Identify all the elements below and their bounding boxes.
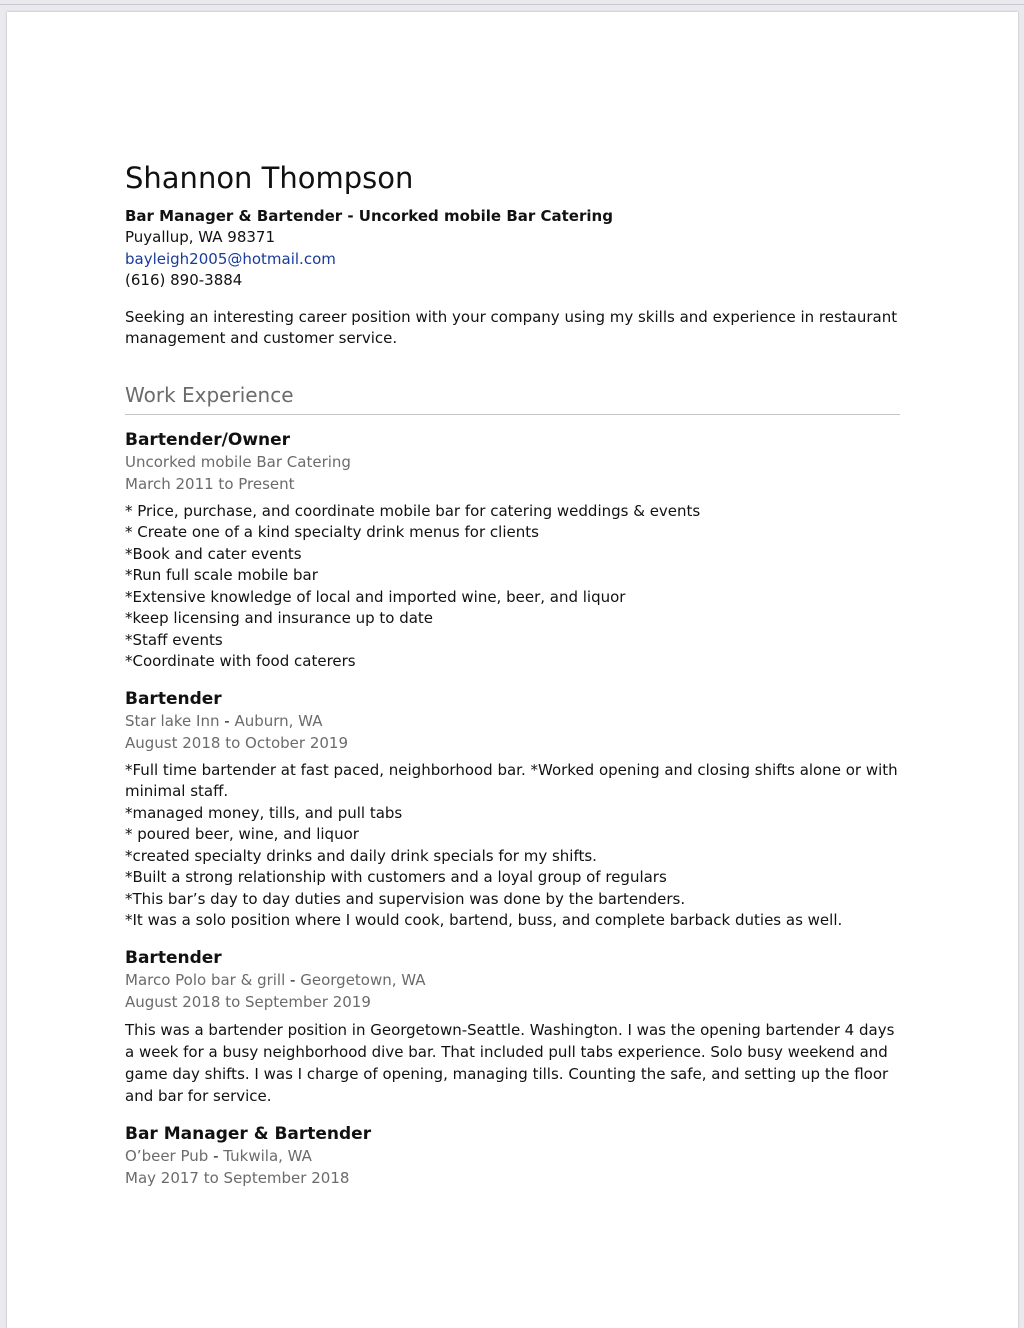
job-dates: August 2018 to September 2019 xyxy=(125,992,371,1011)
resume-content xyxy=(125,158,900,1189)
job-company-separator: - xyxy=(285,970,301,989)
job-duty-line: *Built a strong relationship with customers and a loyal group of regulars xyxy=(125,868,667,886)
job-duty-line: *Coordinate with food caterers xyxy=(125,652,356,670)
job-dates: May 2017 to September 2018 xyxy=(125,1168,350,1187)
job-entry xyxy=(125,1123,900,1189)
section-divider xyxy=(125,414,900,415)
job-dates: August 2018 to October 2019 xyxy=(125,733,349,752)
job-company xyxy=(125,1145,900,1167)
candidate-headline: Bar Manager & Bartender - Uncorked mobile Bar Catering xyxy=(125,207,613,225)
job-company xyxy=(125,451,900,473)
job-company-name: Uncorked mobile Bar Catering xyxy=(125,452,351,471)
candidate-email-link[interactable]: bayleigh2005@hotmail.com xyxy=(125,249,336,268)
job-duty-line: *created specialty drinks and daily drink specials for my shifts. xyxy=(125,846,597,865)
job-title: Bartender xyxy=(125,947,222,968)
job-title: Bar Manager & Bartender xyxy=(125,1123,372,1144)
job-company-name: Star lake Inn xyxy=(125,711,220,730)
resume-page xyxy=(7,12,1018,1328)
job-location: Tukwila, WA xyxy=(223,1146,312,1165)
job-duty-line: *This bar’s day to day duties and supervision was done by the bartenders. xyxy=(125,889,686,908)
job-duty-line: *Run full scale mobile bar xyxy=(125,566,318,584)
job-title: Bartender xyxy=(125,688,222,709)
job-duty-line: *Book and cater events xyxy=(125,544,302,563)
job-duty-line: *managed money, tills, and pull tabs xyxy=(125,803,403,822)
job-dates: March 2011 to Present xyxy=(125,474,295,493)
job-company-name: O’beer Pub xyxy=(125,1146,209,1165)
job-duty-line: minimal staff. xyxy=(125,782,229,800)
job-description xyxy=(125,760,900,932)
job-company-separator: - xyxy=(208,1146,224,1165)
job-duty-line: *Staff events xyxy=(125,630,223,649)
candidate-name: Shannon Thompson xyxy=(125,161,414,195)
job-entry xyxy=(125,688,900,932)
job-location: Auburn, WA xyxy=(234,711,323,730)
job-duty-line: *It was a solo position where I would cook, bartend, buss, and complete barback duties as well. xyxy=(125,911,843,929)
job-company-name: Marco Polo bar & grill xyxy=(125,970,286,989)
job-description xyxy=(125,501,900,673)
viewer-top-border xyxy=(0,4,1024,5)
job-entry xyxy=(125,947,900,1108)
job-location: Georgetown, WA xyxy=(300,970,426,989)
job-company-separator: - xyxy=(219,711,235,730)
job-duty-line: * Create one of a kind specialty drink menus for clients xyxy=(125,523,539,541)
job-duty-line: *keep licensing and insurance up to date xyxy=(125,609,434,627)
candidate-phone: (616) 890-3884 xyxy=(125,271,243,289)
job-duty-line: *Extensive knowledge of local and imported wine, beer, and liquor xyxy=(125,587,626,606)
job-company xyxy=(125,969,900,991)
job-duty-line: *Full time bartender at fast paced, neighborhood bar. *Worked opening and closing shifts alone or with xyxy=(125,760,898,779)
job-duty-line: * poured beer, wine, and liquor xyxy=(125,825,359,843)
job-title: Bartender/Owner xyxy=(125,429,291,450)
job-duty-line: * Price, purchase, and coordinate mobile bar for catering weddings & events xyxy=(125,501,701,520)
career-summary: Seeking an interesting career position with your company using my skills and experience in restaurant management and customer service. xyxy=(125,307,898,347)
job-description: This was a bartender position in Georgetown-Seattle. Washington. I was the opening bartender 4 days a week for a busy neighborhood dive bar. That included pull tabs experience. Solo busy weekend and game day shifts. I was I charge of opening, managing tills. Counting the safe, and setting up the floor and bar for service. xyxy=(125,1020,895,1106)
candidate-location: Puyallup, WA 98371 xyxy=(125,228,276,246)
job-entry xyxy=(125,429,900,673)
job-company xyxy=(125,710,900,732)
section-title-work-experience: Work Experience xyxy=(125,382,294,407)
